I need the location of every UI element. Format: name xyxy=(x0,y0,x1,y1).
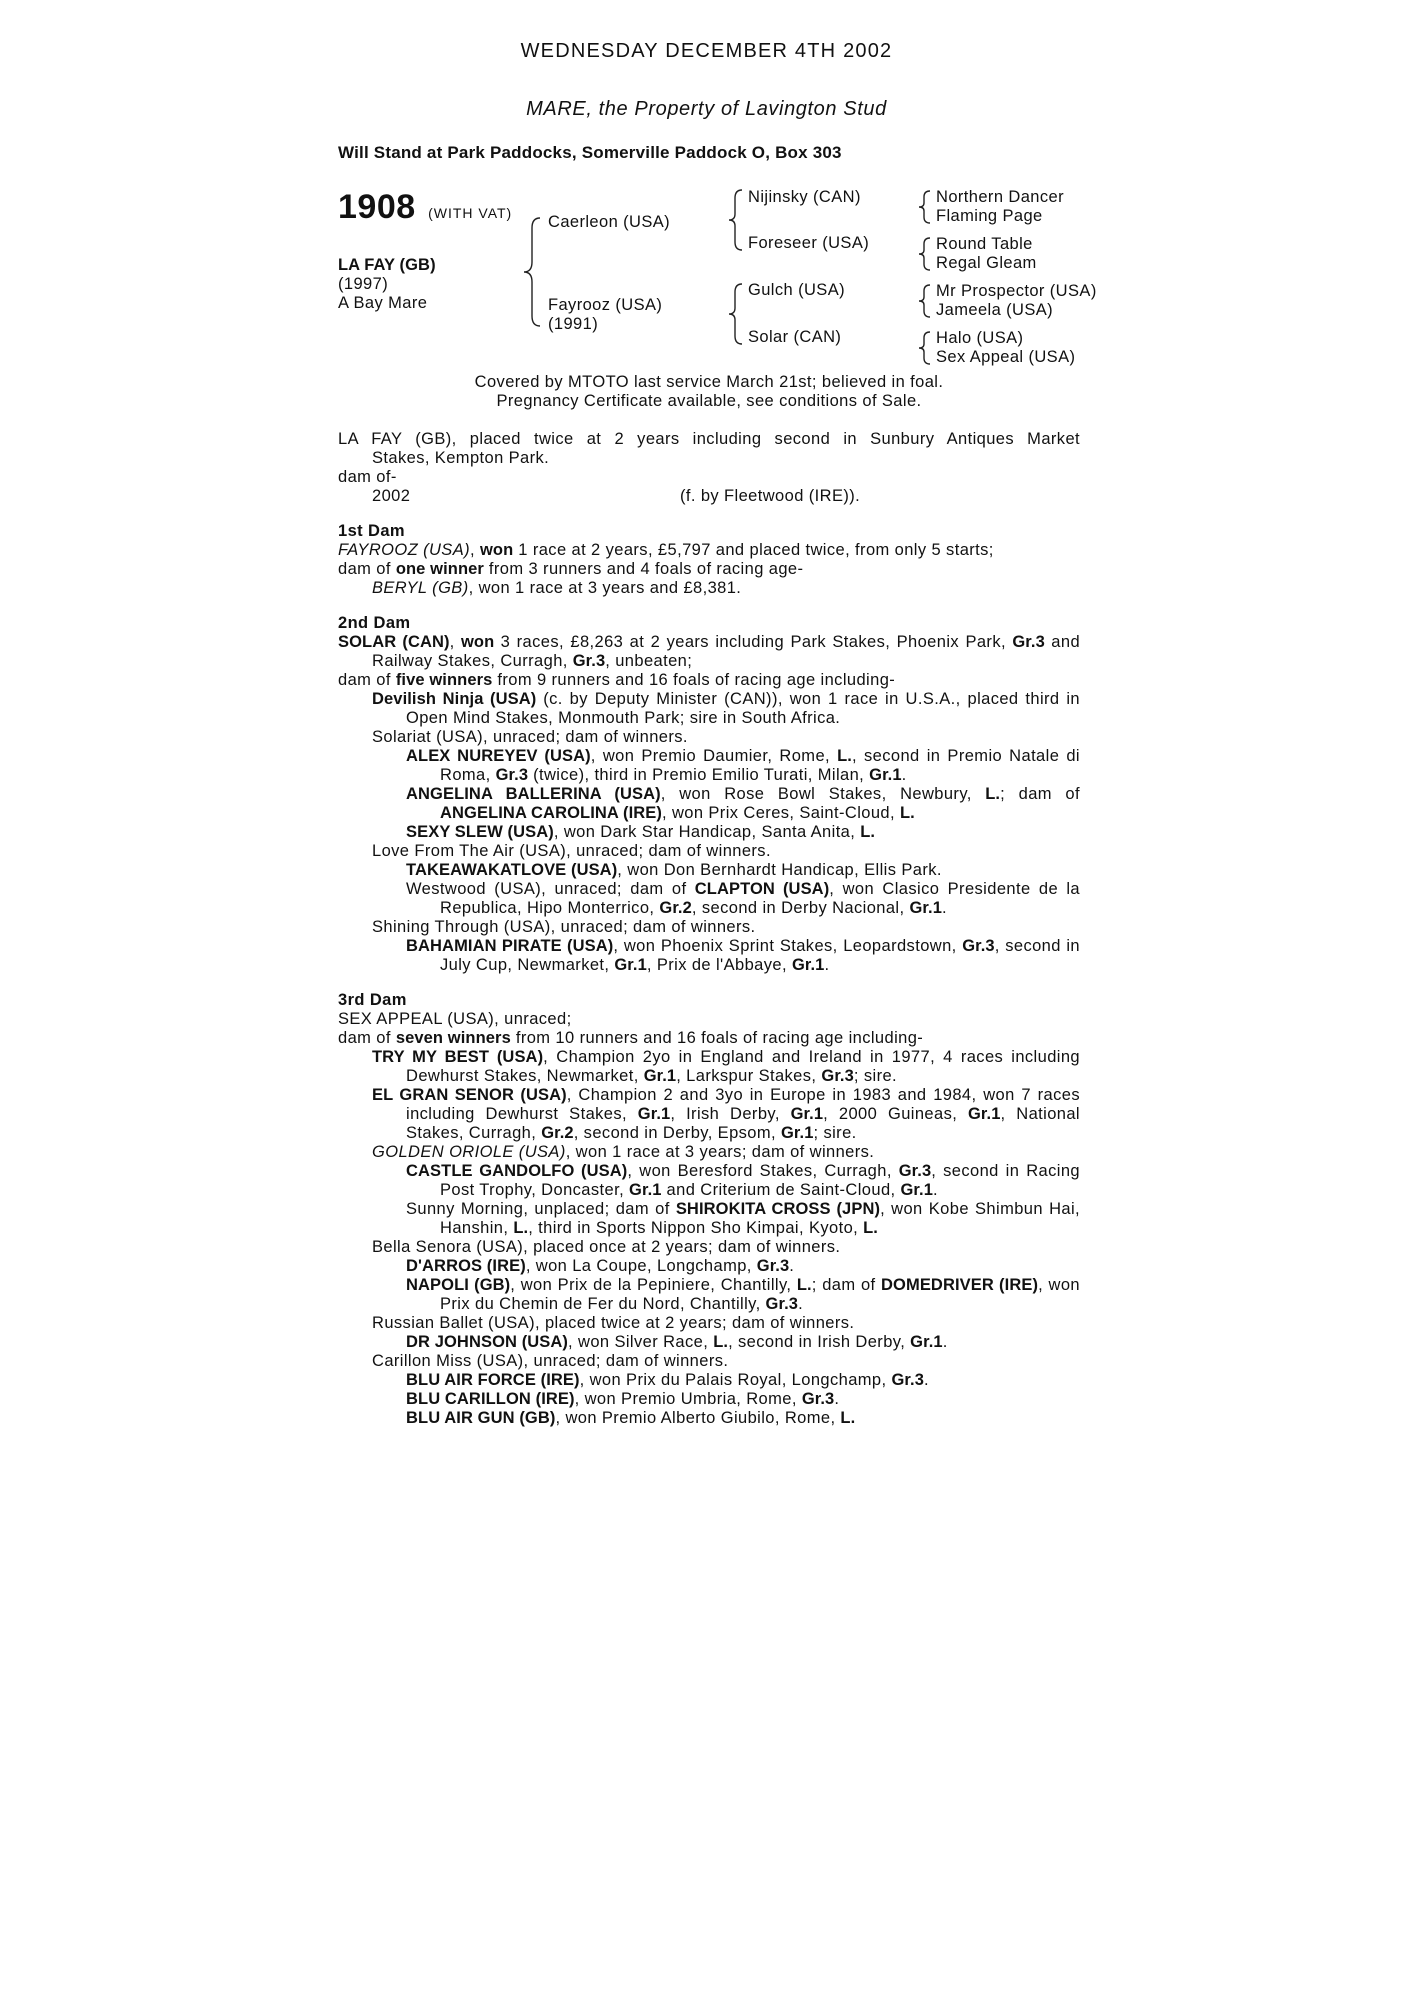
napoli-entry: NAPOLI (GB), won Prix de la Pepiniere, Chantilly, L.; dam of DOMEDRIVER (IRE), won Prix du Chemin de Fer du Nord, Chantilly, Gr.3. xyxy=(406,1276,1080,1313)
intro-block xyxy=(338,430,1080,506)
dam-name: Fayrooz (USA) xyxy=(548,296,663,314)
sunny-morning-entry: Sunny Morning, unplaced; dam of SHIROKITA CROSS (JPN), won Kobe Shimbun Hai, Hanshin, L., third in Sports Nippon Sho Kimpai, Kyoto, L. xyxy=(406,1200,1081,1237)
blu-carillon-entry: BLU CARILLON (IRE), won Premio Umbria, Rome, Gr.3. xyxy=(406,1390,840,1408)
foal-detail: (f. by Fleetwood (IRE)). xyxy=(680,487,861,505)
solar-dam-of: dam of five winners from 9 runners and 16 foals of racing age including- xyxy=(338,671,896,689)
g2-sire-dam: Foreseer (USA) xyxy=(748,234,870,252)
g3-2: Flaming Page xyxy=(936,207,1043,225)
foaling-year: (1997) xyxy=(338,275,389,293)
first-dam-line-1: FAYROOZ (USA), won 1 race at 2 years, £5,797 and placed twice, from only 5 starts; xyxy=(338,541,994,559)
intro-line-1: LA FAY (GB), placed twice at 2 years including second in Sunbury Antiques Market xyxy=(338,430,1080,448)
russian-ballet-entry: Russian Ballet (USA), placed twice at 2 years; dam of winners. xyxy=(372,1314,855,1332)
g3-brace-2 xyxy=(919,238,930,270)
bella-senora-entry: Bella Senora (USA), placed once at 2 years; dam of winners. xyxy=(372,1238,841,1256)
g3-brace-4 xyxy=(919,332,930,364)
g2-dam-sire: Gulch (USA) xyxy=(748,281,846,299)
g3-8: Sex Appeal (USA) xyxy=(936,348,1076,366)
g3-5: Mr Prospector (USA) xyxy=(936,282,1097,300)
g3-4: Regal Gleam xyxy=(936,254,1037,272)
castle-gandolfo-entry: CASTLE GANDOLFO (USA), won Beresford Stakes, Curragh, Gr.3, second in Racing Post Trophy, Doncaster, Gr.1 and Criterium de Saint-Cloud, Gr.1. xyxy=(406,1162,1080,1199)
westwood-entry: Westwood (USA), unraced; dam of CLAPTON (USA), won Clasico Presidente de la Republica, Hipo Monterrico, Gr.2, second in Derby Nacional, Gr.1. xyxy=(406,880,1080,917)
foal-row xyxy=(338,487,1080,506)
horse-description: A Bay Mare xyxy=(338,294,428,312)
g3-brace-1 xyxy=(919,191,930,223)
g3-brace-3 xyxy=(919,285,930,317)
horse-name: LA FAY (GB) xyxy=(338,256,436,274)
carillon-miss-entry: Carillon Miss (USA), unraced; dam of winners. xyxy=(372,1352,729,1370)
takeawakatlove-entry: TAKEAWAKATLOVE (USA), won Don Bernhardt Handicap, Ellis Park. xyxy=(406,861,942,879)
g3-3: Round Table xyxy=(936,235,1033,253)
blu-air-gun-entry: BLU AIR GUN (GB), won Premio Alberto Giubilo, Rome, L. xyxy=(406,1409,856,1427)
sire-name: Caerleon (USA) xyxy=(548,213,671,231)
bahamian-pirate-entry: BAHAMIAN PIRATE (USA), won Phoenix Sprint Stakes, Leopardstown, Gr.3, second in July Cup, Newmarket, Gr.1, Prix de l'Abbaye, Gr.1. xyxy=(406,937,1081,974)
g3-6: Jameela (USA) xyxy=(936,301,1054,319)
first-dam-line-3: BERYL (GB), won 1 race at 3 years and £8,381. xyxy=(372,579,742,597)
g2-sire-sire: Nijinsky (CAN) xyxy=(748,188,861,206)
shining-through-entry: Shining Through (USA), unraced; dam of winners. xyxy=(372,918,756,936)
love-from-the-air-entry: Love From The Air (USA), unraced; dam of winners. xyxy=(372,842,771,860)
sire-brace xyxy=(729,190,742,250)
lot-number: 1908 xyxy=(338,188,416,226)
vat-label: (WITH VAT) xyxy=(428,205,513,221)
stand-location: Will Stand at Park Paddocks, Somerville Paddock O, Box 303 xyxy=(338,143,842,162)
second-dam-title: 2nd Dam xyxy=(338,614,411,632)
first-dam-section xyxy=(338,522,1080,598)
covering-line-1: Covered by MTOTO last service March 21st; believed in foal. xyxy=(474,373,944,391)
g3-7: Halo (USA) xyxy=(936,329,1024,347)
dam-of-label: dam of- xyxy=(338,468,397,486)
solariat-entry: Solariat (USA), unraced; dam of winners. xyxy=(372,728,688,746)
property-line: MARE, the Property of Lavington Stud xyxy=(526,98,887,120)
dam-brace xyxy=(729,284,742,344)
catalogue-body xyxy=(338,430,1080,1428)
pedigree-brackets xyxy=(0,0,1413,380)
first-dam-line-2: dam of one winner from 3 runners and 4 foals of racing age- xyxy=(338,560,804,578)
intro-line-2: Stakes, Kempton Park. xyxy=(372,449,550,467)
angelina-ballerina-entry: ANGELINA BALLERINA (USA), won Rose Bowl Stakes, Newbury, L.; dam of ANGELINA CAROLINA (IRE), won Prix Ceres, Saint-Cloud, L. xyxy=(406,785,1080,822)
second-dam-section xyxy=(338,614,1080,975)
main-brace xyxy=(524,218,540,326)
dr-johnson-entry: DR JOHNSON (USA), won Silver Race, L., second in Irish Derby, Gr.1. xyxy=(406,1333,948,1351)
blu-air-force-entry: BLU AIR FORCE (IRE), won Prix du Palais Royal, Longchamp, Gr.3. xyxy=(406,1371,929,1389)
sex-appeal-entry: SEX APPEAL (USA), unraced; xyxy=(338,1010,572,1028)
dam-year: (1991) xyxy=(548,315,599,333)
golden-oriole-entry: GOLDEN ORIOLE (USA), won 1 race at 3 years; dam of winners. xyxy=(372,1143,875,1161)
try-my-best-entry: TRY MY BEST (USA), Champion 2yo in England and Ireland in 1977, 4 races including Dewhurst Stakes, Newmarket, Gr.1, Larkspur Stakes, Gr.3; sire. xyxy=(372,1048,1080,1085)
sexy-slew-entry: SEXY SLEW (USA), won Dark Star Handicap, Santa Anita, L. xyxy=(406,823,876,841)
sex-appeal-dam-of: dam of seven winners from 10 runners and 16 foals of racing age including- xyxy=(338,1029,924,1047)
solar-entry: SOLAR (CAN), won 3 races, £8,263 at 2 years including Park Stakes, Phoenix Park, Gr.3 and Railway Stakes, Curragh, Gr.3, unbeaten; xyxy=(338,633,1081,670)
third-dam-title: 3rd Dam xyxy=(338,991,407,1009)
third-dam-section xyxy=(338,991,1080,1428)
foal-year: 2002 xyxy=(372,487,411,505)
devilish-ninja-entry: Devilish Ninja (USA) (c. by Deputy Minister (CAN)), won 1 race in U.S.A., placed third in Open Mind Stakes, Monmouth Park; sire in South Africa. xyxy=(372,690,1080,727)
el-gran-senor-entry: EL GRAN SENOR (USA), Champion 2 and 3yo in Europe in 1983 and 1984, won 7 races including Dewhurst Stakes, Gr.1, Irish Derby, Gr.1, 2000 Guineas, Gr.1, National Stakes, Curragh, Gr.2, second in Derby, Epsom, Gr.1; sire. xyxy=(372,1086,1081,1142)
darros-entry: D'ARROS (IRE), won La Coupe, Longchamp, Gr.3. xyxy=(406,1257,795,1275)
sale-date: WEDNESDAY DECEMBER 4TH 2002 xyxy=(520,40,893,62)
covering-line-2: Pregnancy Certificate available, see conditions of Sale. xyxy=(496,392,922,410)
alex-nureyev-entry: ALEX NUREYEV (USA), won Premio Daumier, Rome, L., second in Premio Natale di Roma, Gr.3 (twice), third in Premio Emilio Turati, Milan, Gr.1. xyxy=(406,747,1080,784)
g2-dam-dam: Solar (CAN) xyxy=(748,328,842,346)
first-dam-title: 1st Dam xyxy=(338,522,405,540)
g3-1: Northern Dancer xyxy=(936,188,1064,206)
